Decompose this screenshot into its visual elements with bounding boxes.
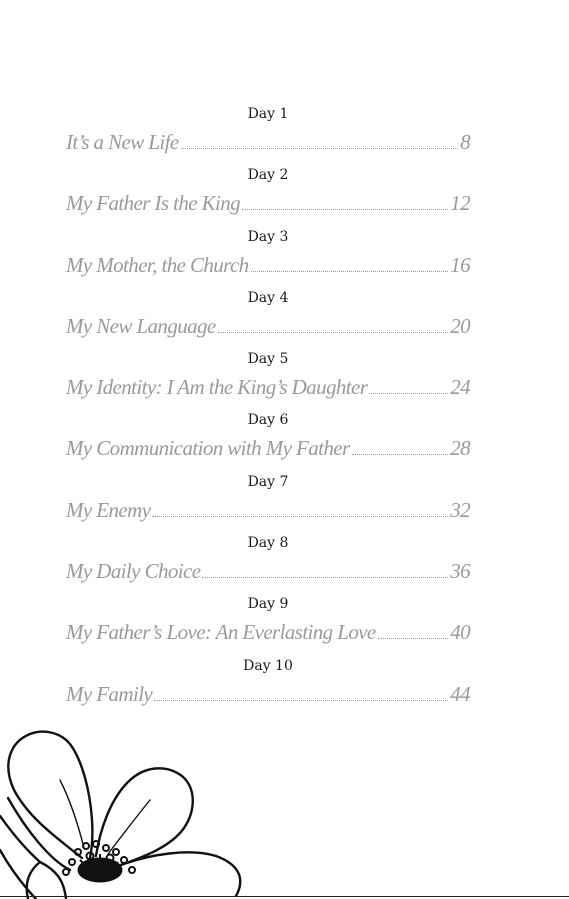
toc-line[interactable]: [66, 496, 470, 524]
toc-entry[interactable]: [66, 227, 470, 288]
toc-line[interactable]: [66, 251, 470, 279]
toc-line[interactable]: [66, 312, 470, 340]
toc-entry[interactable]: [66, 472, 470, 533]
flower-illustration: [0, 720, 260, 899]
dot-leader: [378, 638, 449, 639]
toc-entry[interactable]: [66, 533, 470, 594]
chapter-title: My Family: [66, 681, 153, 706]
toc-line[interactable]: [66, 618, 470, 646]
day-label: Day 8: [247, 535, 289, 552]
toc-entry[interactable]: [66, 288, 470, 349]
page-number: 44: [450, 681, 470, 706]
chapter-title: My Father Is the King: [66, 191, 241, 216]
toc-entry[interactable]: [66, 104, 470, 165]
day-label: Day 9: [247, 596, 289, 613]
day-label: Day 5: [247, 351, 289, 368]
day-label: Day 1: [247, 106, 289, 122]
day-label: Day 2: [247, 167, 289, 184]
toc-entry[interactable]: [66, 594, 470, 655]
dot-leader: [251, 271, 449, 272]
page-number: 36: [450, 559, 470, 584]
dot-leader: [218, 332, 449, 333]
page-number: 8: [460, 130, 470, 154]
day-label: Day 7: [247, 473, 289, 490]
chapter-title: My Father’s Love: An Everlasting Love: [66, 620, 376, 645]
dot-leader: [181, 148, 459, 149]
toc-line[interactable]: [66, 557, 470, 585]
chapter-title: My Mother, the Church: [66, 252, 249, 277]
chapter-title: My Enemy: [66, 497, 151, 522]
page-number: 16: [450, 252, 470, 277]
toc-line[interactable]: [66, 128, 470, 156]
toc-entry[interactable]: [66, 165, 470, 226]
dot-leader: [152, 516, 448, 517]
toc-entry[interactable]: [66, 349, 470, 410]
page-number: 32: [450, 497, 470, 522]
chapter-title: My Daily Choice: [66, 559, 201, 584]
day-label: Day 4: [247, 289, 289, 306]
table-of-contents: [66, 104, 470, 717]
page-number: 12: [450, 191, 470, 216]
toc-line[interactable]: [66, 680, 470, 708]
day-label: Day 10: [243, 657, 293, 674]
page-number: 20: [450, 313, 470, 338]
toc-line[interactable]: [66, 373, 470, 401]
chapter-title: My Communication with My Father: [66, 436, 350, 461]
bottom-rule: [0, 896, 569, 897]
dot-leader: [369, 393, 448, 394]
page-number: 28: [450, 436, 470, 461]
dot-leader: [154, 700, 448, 701]
page-number: 24: [450, 375, 470, 400]
toc-line[interactable]: [66, 189, 470, 217]
day-label: Day 6: [247, 412, 289, 429]
chapter-title: It’s a New Life: [66, 130, 179, 154]
toc-line[interactable]: [66, 434, 470, 462]
chapter-title: My Identity: I Am the King’s Daughter: [66, 375, 368, 400]
chapter-title: My New Language: [66, 313, 216, 338]
toc-entry[interactable]: [66, 410, 470, 471]
dot-leader: [352, 454, 449, 455]
toc-entry[interactable]: [66, 656, 470, 717]
dot-leader: [202, 577, 448, 578]
day-label: Day 3: [247, 228, 289, 245]
dot-leader: [242, 209, 448, 210]
page-number: 40: [450, 620, 470, 645]
